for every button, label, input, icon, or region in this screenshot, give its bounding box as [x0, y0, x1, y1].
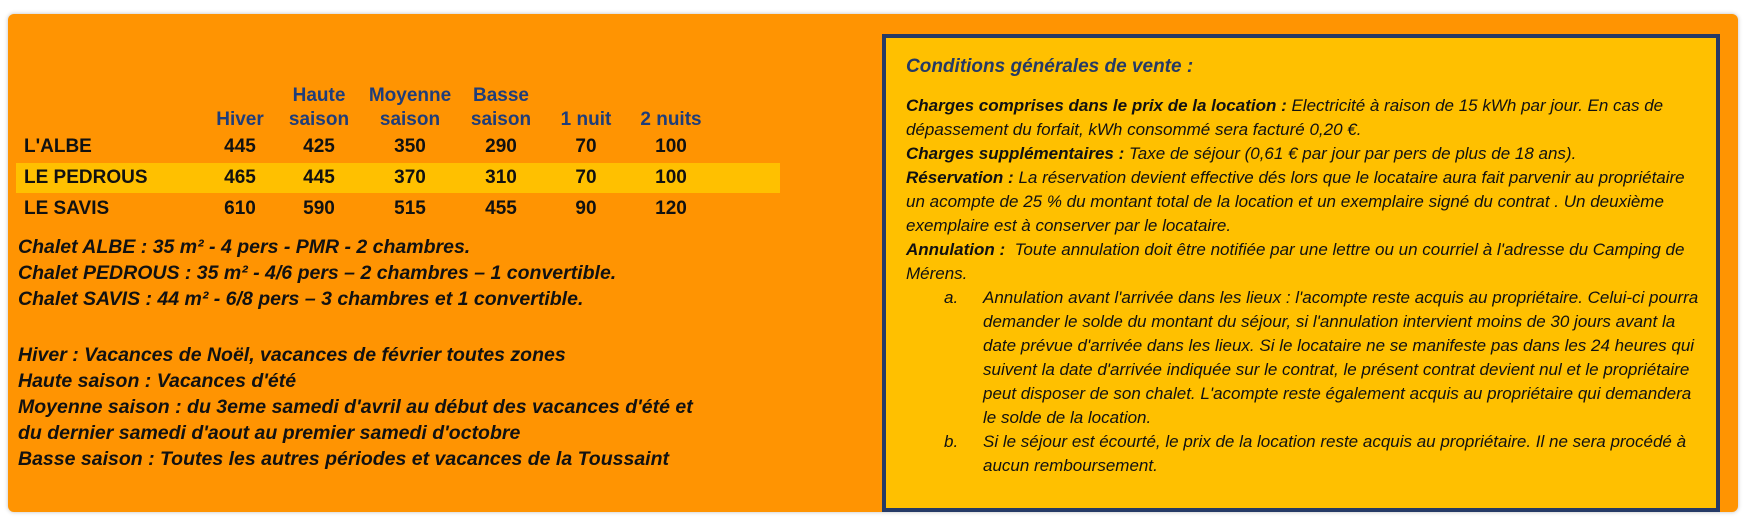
- list-item: [906, 286, 1706, 430]
- annulation-paragraph: [906, 238, 1706, 286]
- charges-label: Charges comprises dans le prix de la location :: [906, 96, 1287, 115]
- row-value: 425: [303, 136, 335, 157]
- list-item-text: Annulation avant l'arrivée dans les lieux : l'acompte reste acquis au propriétaire. Celui-ci pourra demander le solde du montant du séjour, si l'annulation intervient moins de 30 jours avant la date prévue d'arrivée dans les lieux. Si le locataire ne se manifeste pas dans les 24 heures qui suivent la date d'arrivée indiquée sur le contrat, le présent contrat devient nul et le propriétaire peut disposer de son chalet. L'acompte reste également acquis au propriétaire qui demandera le solde de la location.: [983, 288, 1699, 427]
- season-definition: Hiver : Vacances de Noël, vacances de février toutes zones: [18, 344, 566, 366]
- header-basse-top: Basse: [473, 85, 529, 106]
- season-definition: Basse saison : Toutes les autres périodes et vacances de la Toussaint: [18, 448, 669, 470]
- header-haute-bottom: saison: [288, 109, 350, 130]
- chalet-description: Chalet SAVIS : 44 m² - 6/8 pers – 3 chambres et 1 convertible.: [18, 288, 584, 310]
- main-panel: [8, 14, 1738, 512]
- reservation-text: La réservation devient effective dés lors que le locataire aura fait parvenir au propriétaire un acompte de 25 % du montant total de la location et un exemplaire signé du contrat . Un deuxième exemplaire est à conserver par le locataire.: [906, 168, 1685, 235]
- reservation-label: Réservation :: [906, 168, 1014, 187]
- charges-text: Electricité à raison de 15 kWh par jour. En cas de dépassement du forfait, kWh consommé sera facturé 0,20 €.: [906, 96, 1664, 139]
- supplementary-paragraph: [906, 142, 1706, 166]
- list-marker: a.: [944, 288, 959, 307]
- charges-paragraph: [906, 94, 1706, 142]
- row-value: 445: [224, 136, 256, 157]
- table-row: [16, 132, 780, 162]
- annulation-label: Annulation :: [906, 240, 1006, 259]
- list-marker: b.: [944, 432, 959, 451]
- chalet-description: Chalet PEDROUS : 35 m² - 4/6 pers – 2 chambres – 1 convertible.: [18, 262, 617, 284]
- row-value: 100: [655, 136, 687, 157]
- row-value: 120: [655, 198, 687, 219]
- season-definition: Moyenne saison : du 3eme samedi d'avril au début des vacances d'été et: [18, 396, 693, 418]
- annulation-list: [906, 286, 1706, 478]
- header-2-nuits: 2 nuits: [640, 109, 702, 130]
- list-item-text: Si le séjour est écourté, le prix de la location reste acquis au propriétaire. Il ne sera procédé à aucun remboursement.: [983, 432, 1687, 475]
- header-basse-bottom: saison: [470, 109, 532, 130]
- table-row: [16, 194, 780, 224]
- row-value: 455: [485, 198, 517, 219]
- table-row-highlighted: [16, 163, 780, 193]
- row-value: 445: [303, 167, 335, 188]
- row-value: 70: [575, 167, 597, 188]
- header-hiver: Hiver: [216, 109, 264, 130]
- annulation-text: Toute annulation doit être notifiée par une lettre ou un courriel à l'adresse du Camping de Mérens.: [906, 240, 1685, 283]
- header-1-nuit: 1 nuit: [560, 109, 612, 130]
- row-value: 90: [575, 198, 597, 219]
- chalet-description: Chalet ALBE : 35 m² - 4 pers - PMR - 2 chambres.: [18, 236, 471, 258]
- row-value: 515: [394, 198, 426, 219]
- row-value: 465: [224, 167, 256, 188]
- conditions-title: Conditions générales de vente :: [906, 56, 1194, 77]
- conditions-body: [906, 94, 1706, 478]
- row-value: 100: [655, 167, 687, 188]
- row-value: 350: [394, 136, 426, 157]
- row-name: LE PEDROUS: [24, 167, 148, 188]
- conditions-box: [882, 34, 1720, 512]
- row-value: 290: [485, 136, 517, 157]
- supplementary-text: Taxe de séjour (0,61 € par jour par pers de plus de 18 ans).: [1128, 144, 1577, 163]
- header-moyenne-bottom: saison: [379, 109, 441, 130]
- row-value: 370: [394, 167, 426, 188]
- row-name: LE SAVIS: [24, 198, 110, 219]
- row-name: L'ALBE: [24, 136, 92, 157]
- row-value: 310: [485, 167, 517, 188]
- reservation-paragraph: [906, 166, 1706, 238]
- season-definition: du dernier samedi d'aout au premier samedi d'octobre: [18, 422, 521, 444]
- header-moyenne-top: Moyenne: [368, 85, 452, 106]
- row-value: 590: [303, 198, 335, 219]
- season-definition: Haute saison : Vacances d'été: [18, 370, 297, 392]
- row-value: 610: [224, 198, 256, 219]
- row-value: 70: [575, 136, 597, 157]
- header-haute-top: Haute: [292, 85, 346, 106]
- supplementary-label: Charges supplémentaires :: [906, 144, 1125, 163]
- list-item: [906, 430, 1706, 478]
